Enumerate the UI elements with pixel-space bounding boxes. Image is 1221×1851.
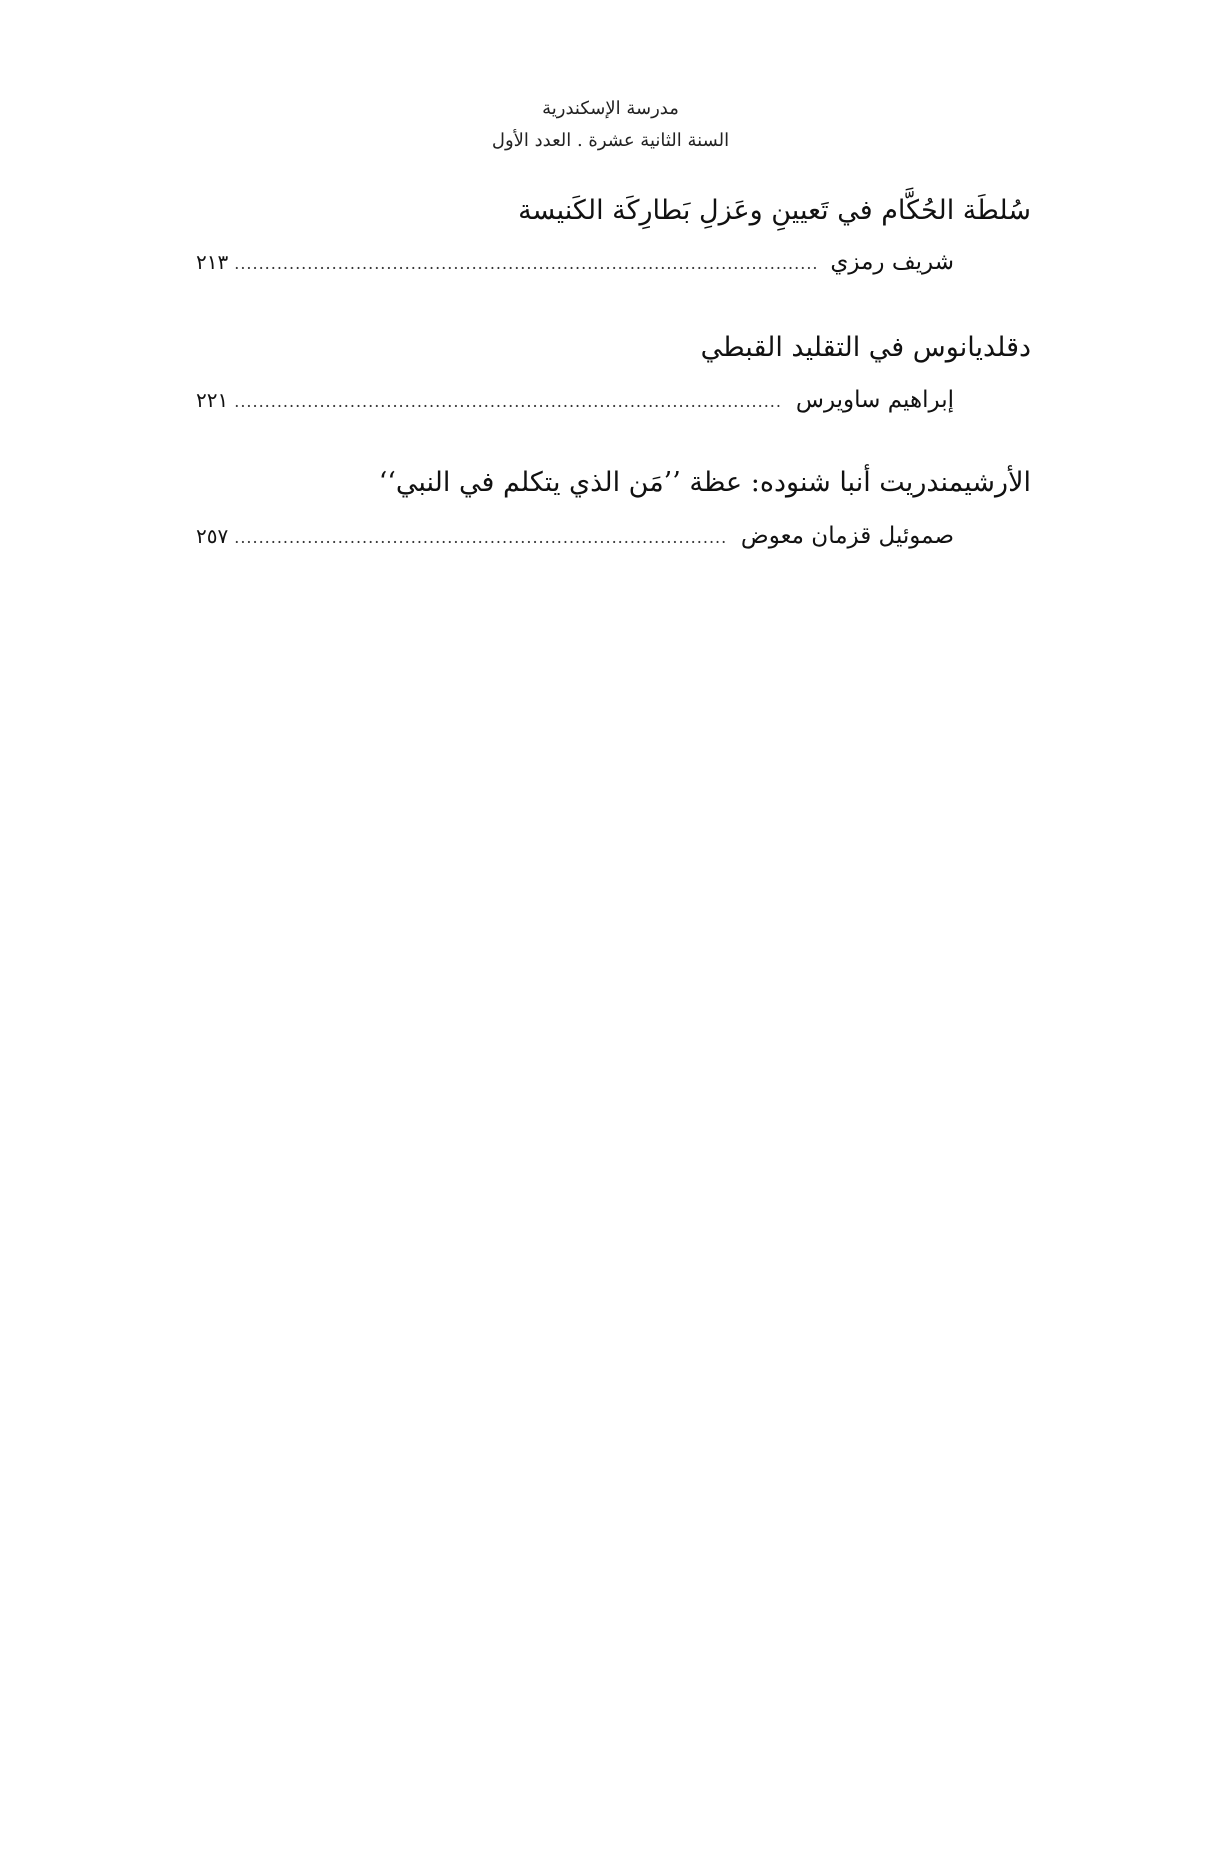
toc-entry-line xyxy=(196,519,954,553)
toc-entry-page-number: ٢٥٧ xyxy=(196,524,229,548)
toc-entry-title: سُلطَة الحُكَّام في تَعيينِ وعَزلِ بَطارِكَة الكَنيسة xyxy=(518,195,1031,226)
dot-leader xyxy=(234,247,816,281)
running-header-issue: السنة الثانية عشرة . العدد الأول xyxy=(491,130,730,151)
toc-entry-page-number: ٢١٣ xyxy=(196,250,229,274)
toc-entry-title: دقلديانوس في التقليد القبطي xyxy=(700,332,1031,363)
running-header-journal: مدرسة الإسكندرية xyxy=(542,98,679,119)
dot-leader xyxy=(234,521,727,555)
toc-entry-title: الأرشيمندريت أنبا شنوده: عظة ’’مَن الذي يتكلم في النبي‘‘ xyxy=(378,467,1031,498)
toc-entry-page-number: ٢٢١ xyxy=(196,388,229,412)
toc-entry-author: شريف رمزي xyxy=(830,249,954,275)
toc-entry-line xyxy=(196,383,954,417)
dot-leader xyxy=(234,385,782,419)
toc-entry-author: صموئيل قزمان معوض xyxy=(740,523,954,549)
toc-entry-author: إبراهيم ساويرس xyxy=(795,387,954,413)
toc-entry-line xyxy=(196,245,954,279)
